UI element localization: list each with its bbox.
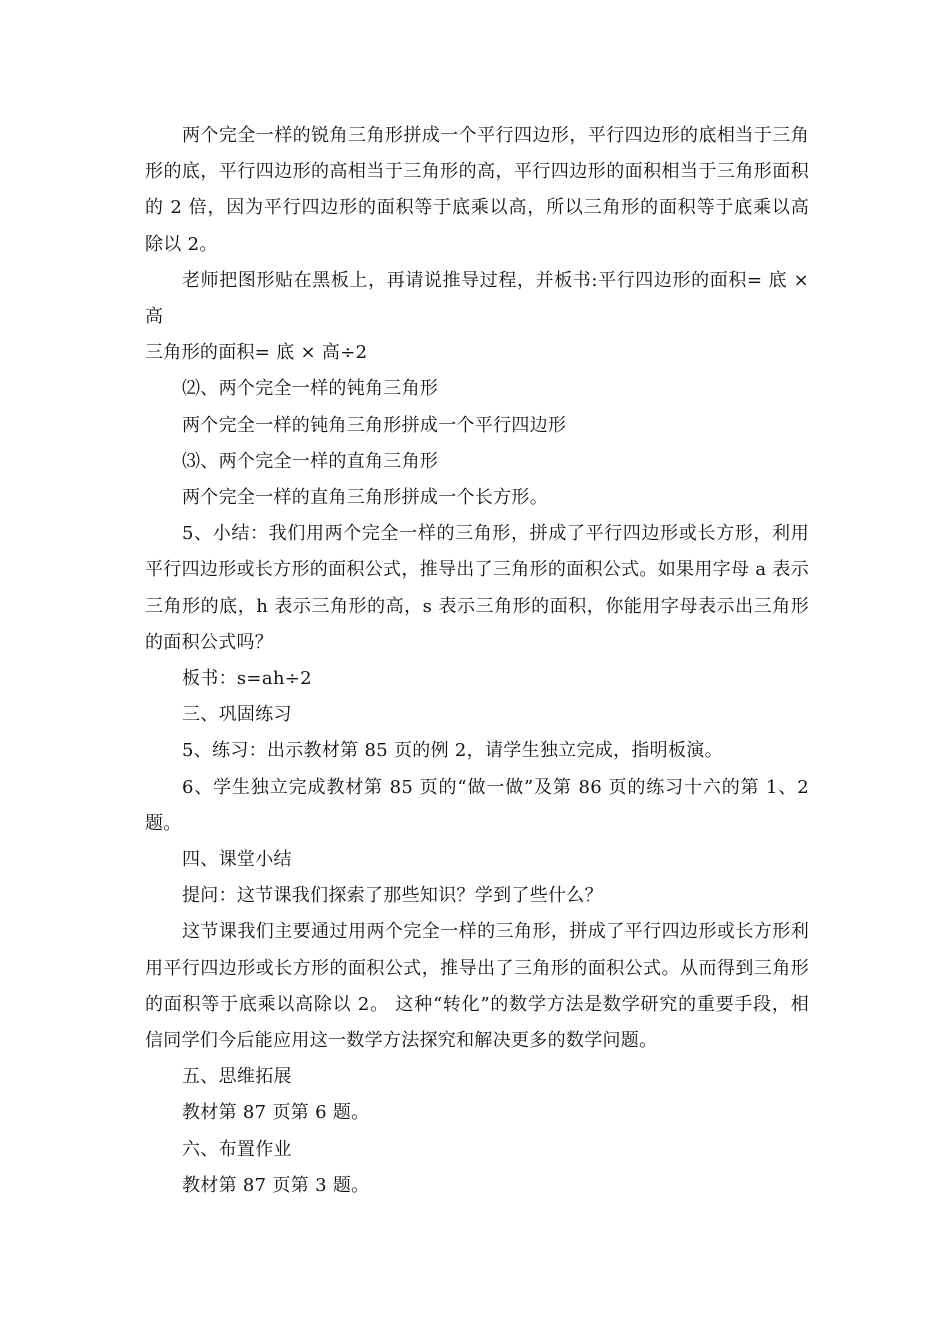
paragraph-blackboard-formula: 板书：s=ah÷2 <box>182 668 312 690</box>
paragraph-summary: 5、小结：我们用两个完全一样的三角形，拼成了平行四边形或长方形，利用平行四边形或长方形的面积公式，推导出了三角形的面积公式。如果用字母 a 表示三角形的底，h 表示三角形的高，s 表示三角形的面积，你能用字母表示出三角形的面积公式吗？ <box>145 523 809 653</box>
paragraph-question: 提问：这节课我们探索了那些知识？学到了些什么？ <box>182 885 603 907</box>
paragraph-homework-task: 教材第 87 页第 3 题。 <box>182 1174 370 1196</box>
paragraph-obtuse-body: 两个完全一样的钝角三角形拼成一个平行四边形 <box>182 414 567 436</box>
paragraph-triangle-area-formula: 三角形的面积= 底 × 高÷2 <box>145 342 368 364</box>
paragraph-class-summary: 这节课我们主要通过用两个完全一样的三角形，拼成了平行四边形或长方形利用平行四边形或长方形的面积公式，推导出了三角形的面积公式。从而得到三角形的面积等于底乘以高除以 2。 这种“转化”的数学方法是数学研究的重要手段，相信同学们今后能应用这一数学方法探究和解决更多的数学问题。 <box>145 921 809 1052</box>
paragraph-triangle-derivation: 两个完全一样的锐角三角形拼成一个平行四边形，平行四边形的底相当于三角形的底，平行四边形的高相当于三角形的高，平行四边形的面积相当于三角形面积的 2 倍，因为平行四边形的面积等于底乘以高，所以三角形的面积等于底乘以高除以 2。 <box>145 125 809 255</box>
paragraph-exercise-5: 5、练习：出示教材第 85 页的例 2，请学生独立完成，指明板演。 <box>182 740 723 762</box>
paragraph-blackboard-parallelogram: 老师把图形贴在黑板上，再请说推导过程，并板书:平行四边形的面积= 底 × 高 <box>145 269 809 328</box>
section-heading-class-summary: 四、课堂小结 <box>182 849 292 871</box>
document-body <box>145 118 809 1204</box>
section-heading-homework: 六、布置作业 <box>182 1138 292 1160</box>
section-heading-practice: 三、巩固练习 <box>182 704 292 726</box>
paragraph-right-body: 两个完全一样的直角三角形拼成一个长方形。 <box>182 487 548 509</box>
paragraph-exercise-6: 6、学生独立完成教材第 85 页的“做一做”及第 86 页的练习十六的第 1、2 题。 <box>145 776 809 834</box>
paragraph-right-heading: ⑶、两个完全一样的直角三角形 <box>182 450 439 472</box>
paragraph-obtuse-heading: ⑵、两个完全一样的钝角三角形 <box>182 378 439 400</box>
paragraph-extension-task: 教材第 87 页第 6 题。 <box>182 1102 370 1124</box>
section-heading-extension: 五、思维拓展 <box>182 1066 292 1088</box>
